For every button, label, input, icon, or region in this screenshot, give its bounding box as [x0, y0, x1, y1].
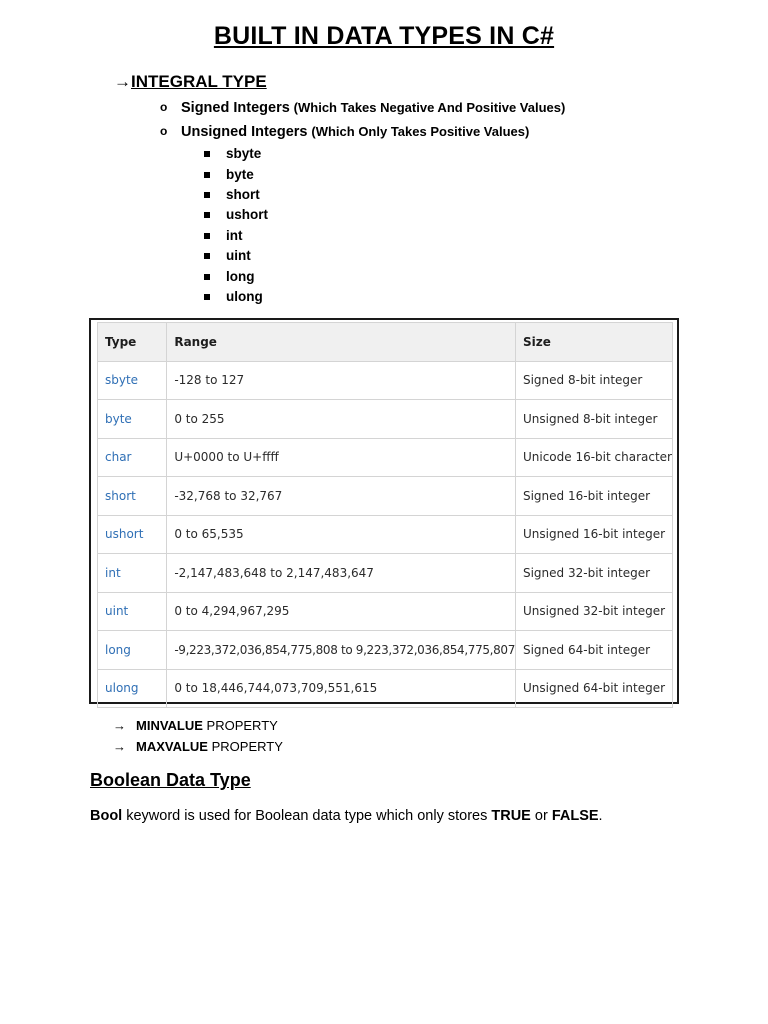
type-cell[interactable]: ulong	[98, 669, 167, 708]
boolean-heading: Boolean Data Type	[90, 770, 251, 790]
circle-bullet-icon: o	[160, 124, 168, 138]
range-cell: 0 to 65,535	[167, 515, 516, 554]
data-types-table	[97, 322, 673, 708]
subtype-note: (Which Only Takes Positive Values)	[311, 124, 530, 139]
arrow-right-icon: →	[113, 718, 126, 733]
property-name: MINVALUE	[136, 718, 203, 733]
subtype-note: (Which Takes Negative And Positive Values)	[293, 100, 566, 115]
size-cell: Unsigned 64-bit integer	[515, 669, 672, 708]
table-row	[98, 477, 673, 516]
arrow-right-icon: →	[113, 739, 126, 754]
type-cell[interactable]: byte	[98, 400, 167, 439]
boolean-description: Bool keyword is used for Boolean data type which only stores TRUE or FALSE.	[90, 808, 603, 824]
type-cell[interactable]: sbyte	[98, 361, 167, 400]
table-header-row	[98, 323, 673, 362]
true-keyword: TRUE	[491, 808, 531, 824]
table-row	[98, 438, 673, 477]
type-cell[interactable]: short	[98, 477, 167, 516]
bool-keyword: Bool	[90, 808, 123, 824]
range-cell: 0 to 255	[167, 400, 516, 439]
table-row	[98, 515, 673, 554]
size-cell: Signed 16-bit integer	[515, 477, 672, 516]
square-bullet-icon	[204, 253, 210, 259]
table-row	[98, 361, 673, 400]
integral-type-heading	[114, 72, 267, 92]
square-bullet-icon	[204, 151, 210, 157]
range-cell: -32,768 to 32,767	[167, 477, 516, 516]
data-types-table-frame	[89, 318, 679, 704]
type-cell[interactable]: long	[98, 631, 167, 670]
range-cell: -128 to 127	[167, 361, 516, 400]
size-cell: Signed 32-bit integer	[515, 554, 672, 593]
arrow-right-icon: →	[114, 72, 131, 91]
range-cell: -2,147,483,648 to 2,147,483,647	[167, 554, 516, 593]
size-cell: Signed 64-bit integer	[515, 631, 672, 670]
square-bullet-icon	[204, 274, 210, 280]
property-name: MAXVALUE	[136, 739, 208, 754]
minvalue-property-line	[113, 718, 278, 733]
type-cell[interactable]: ushort	[98, 515, 167, 554]
size-cell: Unsigned 16-bit integer	[515, 515, 672, 554]
size-cell: Unsigned 8-bit integer	[515, 400, 672, 439]
range-cell: -9,223,372,036,854,775,808 to 9,223,372,036,854,775,807	[167, 631, 516, 670]
table-row	[98, 554, 673, 593]
type-cell[interactable]: int	[98, 554, 167, 593]
property-suffix: PROPERTY	[207, 739, 283, 754]
table-row	[98, 400, 673, 439]
range-cell: 0 to 4,294,967,295	[167, 592, 516, 631]
square-bullet-icon	[204, 212, 210, 218]
square-bullet-icon	[204, 192, 210, 198]
size-cell: Signed 8-bit integer	[515, 361, 672, 400]
type-cell[interactable]: uint	[98, 592, 167, 631]
property-suffix: PROPERTY	[202, 718, 278, 733]
size-cell: Unicode 16-bit character	[515, 438, 672, 477]
integral-type-heading-text: INTEGRAL TYPE	[131, 72, 267, 91]
table-row	[98, 669, 673, 708]
table-row	[98, 631, 673, 670]
subtype-label: Signed Integers	[181, 100, 290, 116]
header-range: Range	[167, 323, 516, 362]
square-bullet-icon	[204, 233, 210, 239]
type-cell[interactable]: char	[98, 438, 167, 477]
header-type: Type	[98, 323, 167, 362]
header-size: Size	[515, 323, 672, 362]
square-bullet-icon	[204, 294, 210, 300]
circle-bullet-icon: o	[160, 100, 168, 114]
page-title: BUILT IN DATA TYPES IN C#	[213, 22, 555, 50]
subtype-label: Unsigned Integers	[181, 124, 308, 140]
square-bullet-icon	[204, 172, 210, 178]
false-keyword: FALSE	[551, 808, 599, 824]
size-cell: Unsigned 32-bit integer	[515, 592, 672, 631]
range-cell: 0 to 18,446,744,073,709,551,615	[167, 669, 516, 708]
maxvalue-property-line	[113, 739, 283, 754]
range-cell: U+0000 to U+ffff	[167, 438, 516, 477]
table-row	[98, 592, 673, 631]
